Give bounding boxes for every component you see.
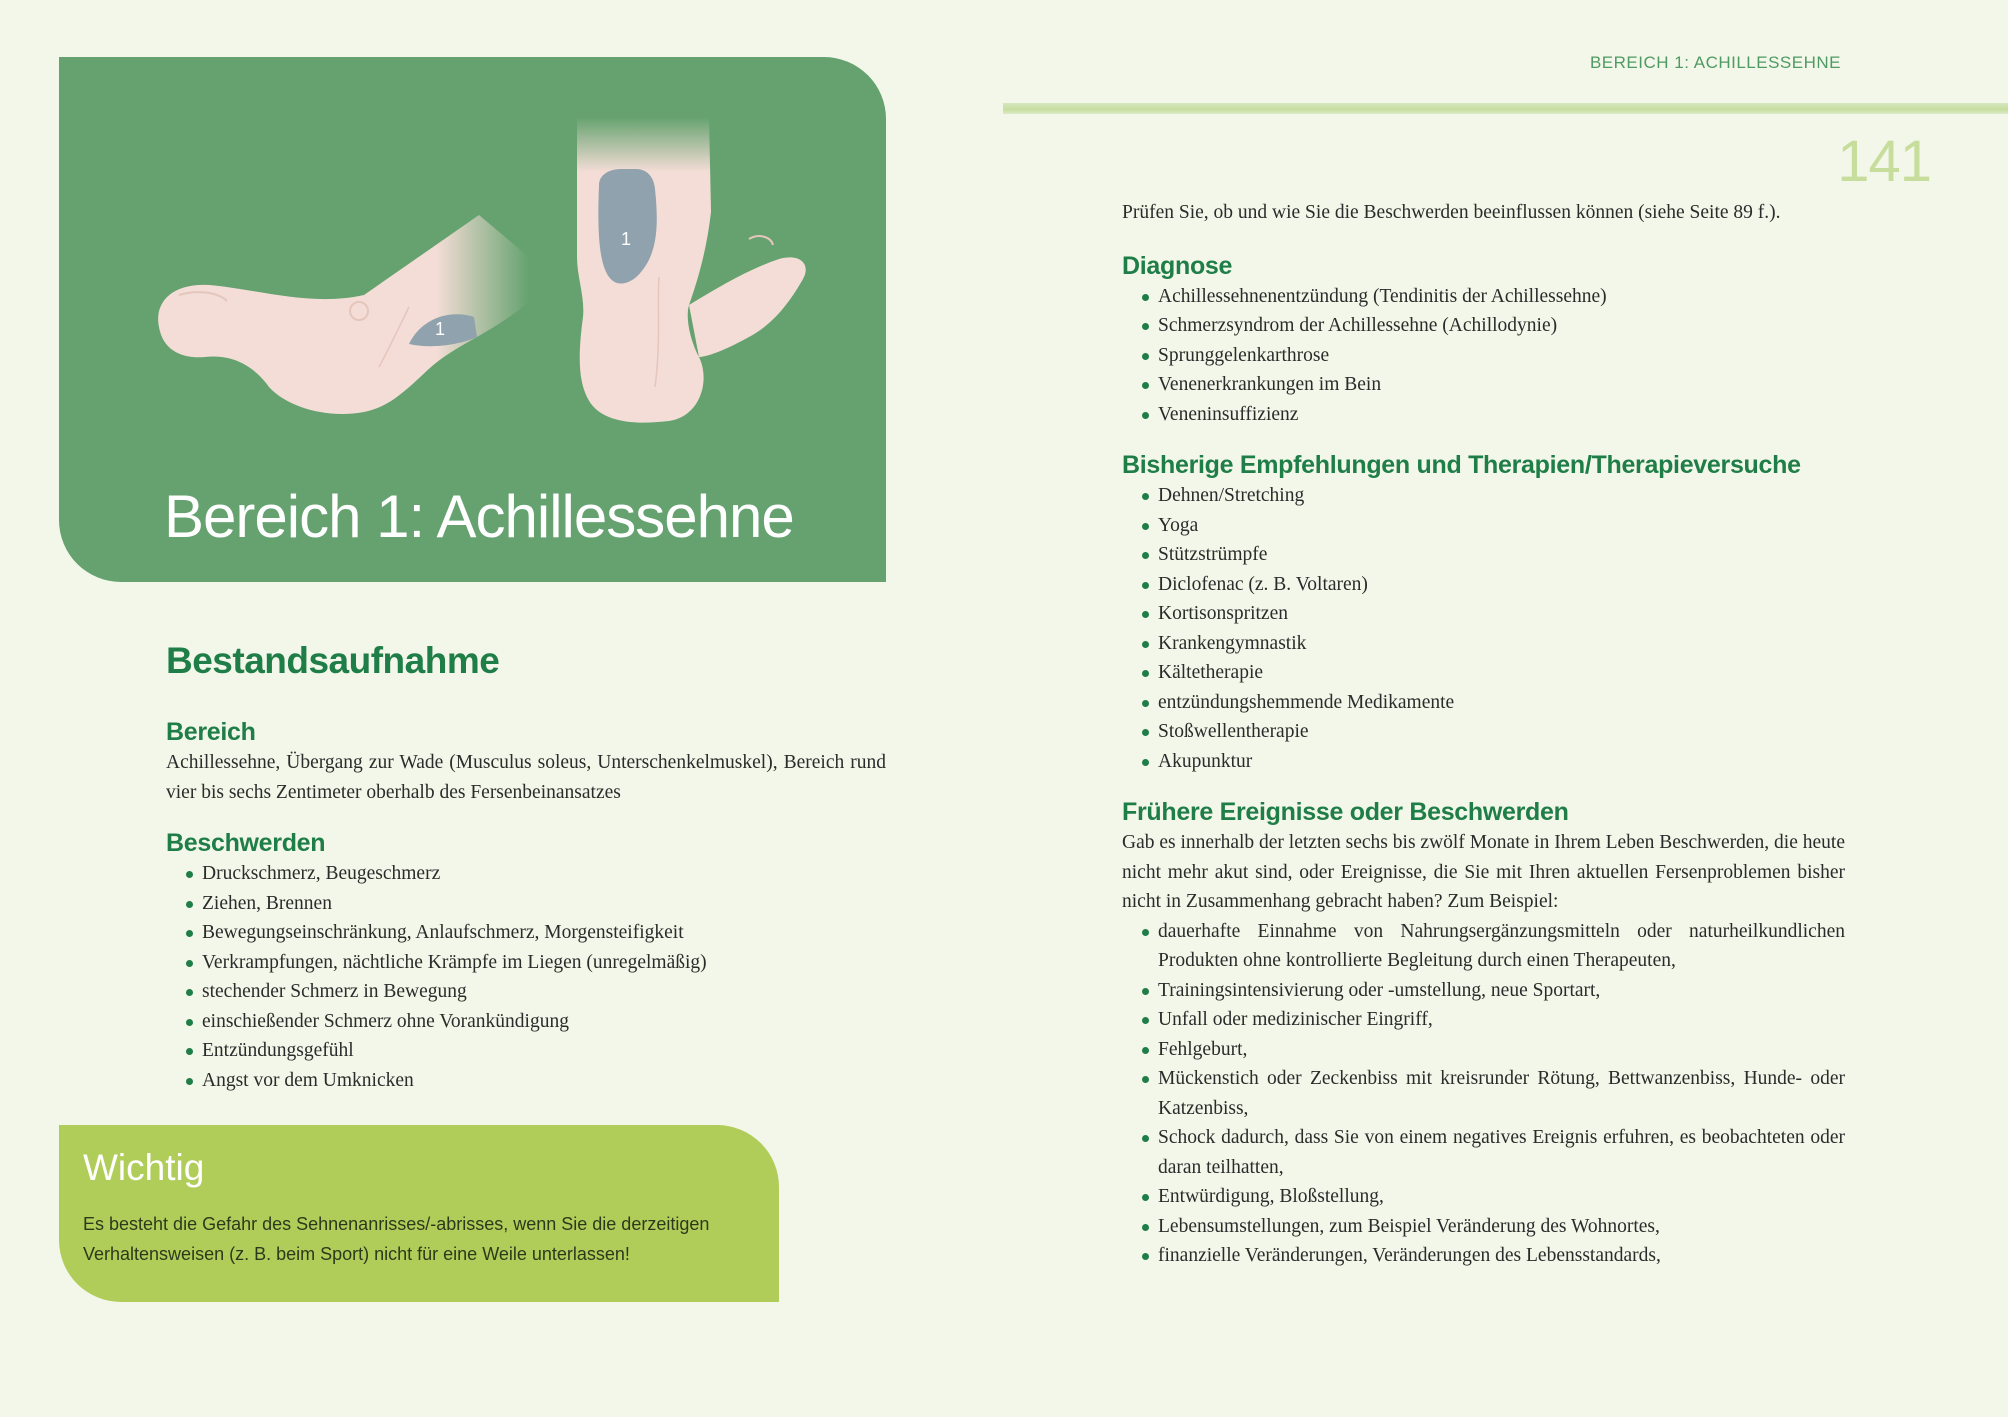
list-item: Angst vor dem Umknicken — [166, 1066, 886, 1096]
list-item: Diclofenac (z. B. Voltaren) — [1122, 570, 1845, 600]
list-item: Lebensumstellungen, zum Beispiel Veränderung des Wohnortes, — [1122, 1212, 1845, 1242]
list-item: Ziehen, Brennen — [166, 889, 886, 919]
empfehlungen-list — [1122, 481, 1845, 776]
right-column — [1122, 198, 1845, 1291]
list-item: Kältetherapie — [1122, 658, 1845, 688]
ereignisse-text: Gab es innerhalb der letzten sechs bis zwölf Monate in Ihrem Leben Beschwerden, die heute nicht mehr akut sind, oder Ereignisse, die Sie mit Ihren aktuellen Fersenproblemen bisher nicht in Zusammenhang gebracht haben? Zum Beispiel: — [1122, 832, 1845, 912]
ereignisse-list — [1122, 917, 1845, 1271]
list-item: Sprunggelenkarthrose — [1122, 341, 1845, 371]
list-item: Entwürdigung, Bloßstellung, — [1122, 1182, 1845, 1212]
list-item: Achillessehnenentzündung (Tendinitis der Achillessehne) — [1122, 282, 1845, 312]
hero-title: Bereich 1: Achillessehne — [164, 483, 794, 550]
hero-panel — [59, 57, 886, 582]
list-item: Venenerkrankungen im Bein — [1122, 370, 1845, 400]
list-item: einschießender Schmerz ohne Vorankündigung — [166, 1007, 886, 1037]
list-item: Bewegungseinschränkung, Anlaufschmerz, Morgensteifigkeit — [166, 918, 886, 948]
diagnose-list — [1122, 282, 1845, 430]
list-item: Verkrampfungen, nächtliche Krämpfe im Liegen (unregelmäßig) — [166, 948, 886, 978]
header-rule — [1003, 103, 2008, 114]
list-item: Stoßwellentherapie — [1122, 717, 1845, 747]
marker-right-label: 1 — [621, 229, 632, 249]
marker-left-label: 1 — [435, 319, 446, 339]
list-item: Fehlgeburt, — [1122, 1035, 1845, 1065]
list-item: Schock dadurch, dass Sie von einem negatives Ereignis erfuhren, es beobachteten oder daran teilhatten, — [1122, 1123, 1845, 1182]
diagnose-heading: Diagnose — [1122, 251, 1233, 280]
list-item: stechender Schmerz in Bewegung — [166, 977, 886, 1007]
side-foot — [158, 215, 529, 414]
beschwerden-heading: Beschwerden — [166, 829, 326, 857]
wichtig-text: Es besteht die Gefahr des Sehnenanrisses/-abrisses, wenn Sie die derzeitigen Verhaltensweisen (z. B. beim Sport) nicht für eine Weile unterlassen! — [83, 1214, 710, 1264]
list-item: entzündungshemmende Medikamente — [1122, 688, 1845, 718]
list-item: Entzündungsgefühl — [166, 1036, 886, 1066]
empfehlungen-heading: Bisherige Empfehlungen und Therapien/Therapieversuche — [1122, 451, 1801, 479]
list-item: Stützstrümpfe — [1122, 540, 1845, 570]
list-item: Unfall oder medizinischer Eingriff, — [1122, 1005, 1845, 1035]
ereignisse-heading: Frühere Ereignisse oder Beschwerden — [1122, 798, 1569, 826]
page-number: 141 — [1837, 129, 1931, 194]
bereich-text: Achillessehne, Übergang zur Wade (Musculus soleus, Unterschenkelmuskel), Bereich rund vier bis sechs Zentimeter oberhalb des Fersenbeinansatzes — [166, 752, 886, 803]
running-header: BEREICH 1: ACHILLESSEHNE — [1589, 53, 1841, 72]
list-item: finanzielle Veränderungen, Veränderungen des Lebensstandards, — [1122, 1241, 1845, 1271]
left-column — [166, 640, 886, 1115]
wichtig-title: Wichtig — [83, 1147, 205, 1188]
list-item: Krankengymnastik — [1122, 629, 1845, 659]
bereich-heading: Bereich — [166, 718, 256, 746]
list-item: dauerhafte Einnahme von Nahrungsergänzungsmitteln oder naturheilkundlichen Produkten ohne kontrollierte Begleitung durch einen Therapeuten, — [1122, 917, 1845, 976]
section-heading: Bestandsaufnahme — [166, 640, 500, 681]
list-item: Kortisonspritzen — [1122, 599, 1845, 629]
list-item: Trainingsintensivierung oder -umstellung, neue Sportart, — [1122, 976, 1845, 1006]
list-item: Mückenstich oder Zeckenbiss mit kreisrunder Rötung, Bettwanzenbiss, Hunde- oder Katzenbiss, — [1122, 1064, 1845, 1123]
wichtig-box — [59, 1125, 779, 1302]
list-item: Dehnen/Stretching — [1122, 481, 1845, 511]
list-item: Yoga — [1122, 511, 1845, 541]
intro-text: Prüfen Sie, ob und wie Sie die Beschwerden beeinflussen können (siehe Seite 89 f.). — [1122, 202, 1781, 223]
list-item: Akupunktur — [1122, 747, 1845, 777]
list-item: Veneninsuffizienz — [1122, 400, 1845, 430]
list-item: Druckschmerz, Beugeschmerz — [166, 859, 886, 889]
beschwerden-list — [166, 859, 886, 1095]
list-item: Schmerzsyndrom der Achillessehne (Achillodynie) — [1122, 311, 1845, 341]
